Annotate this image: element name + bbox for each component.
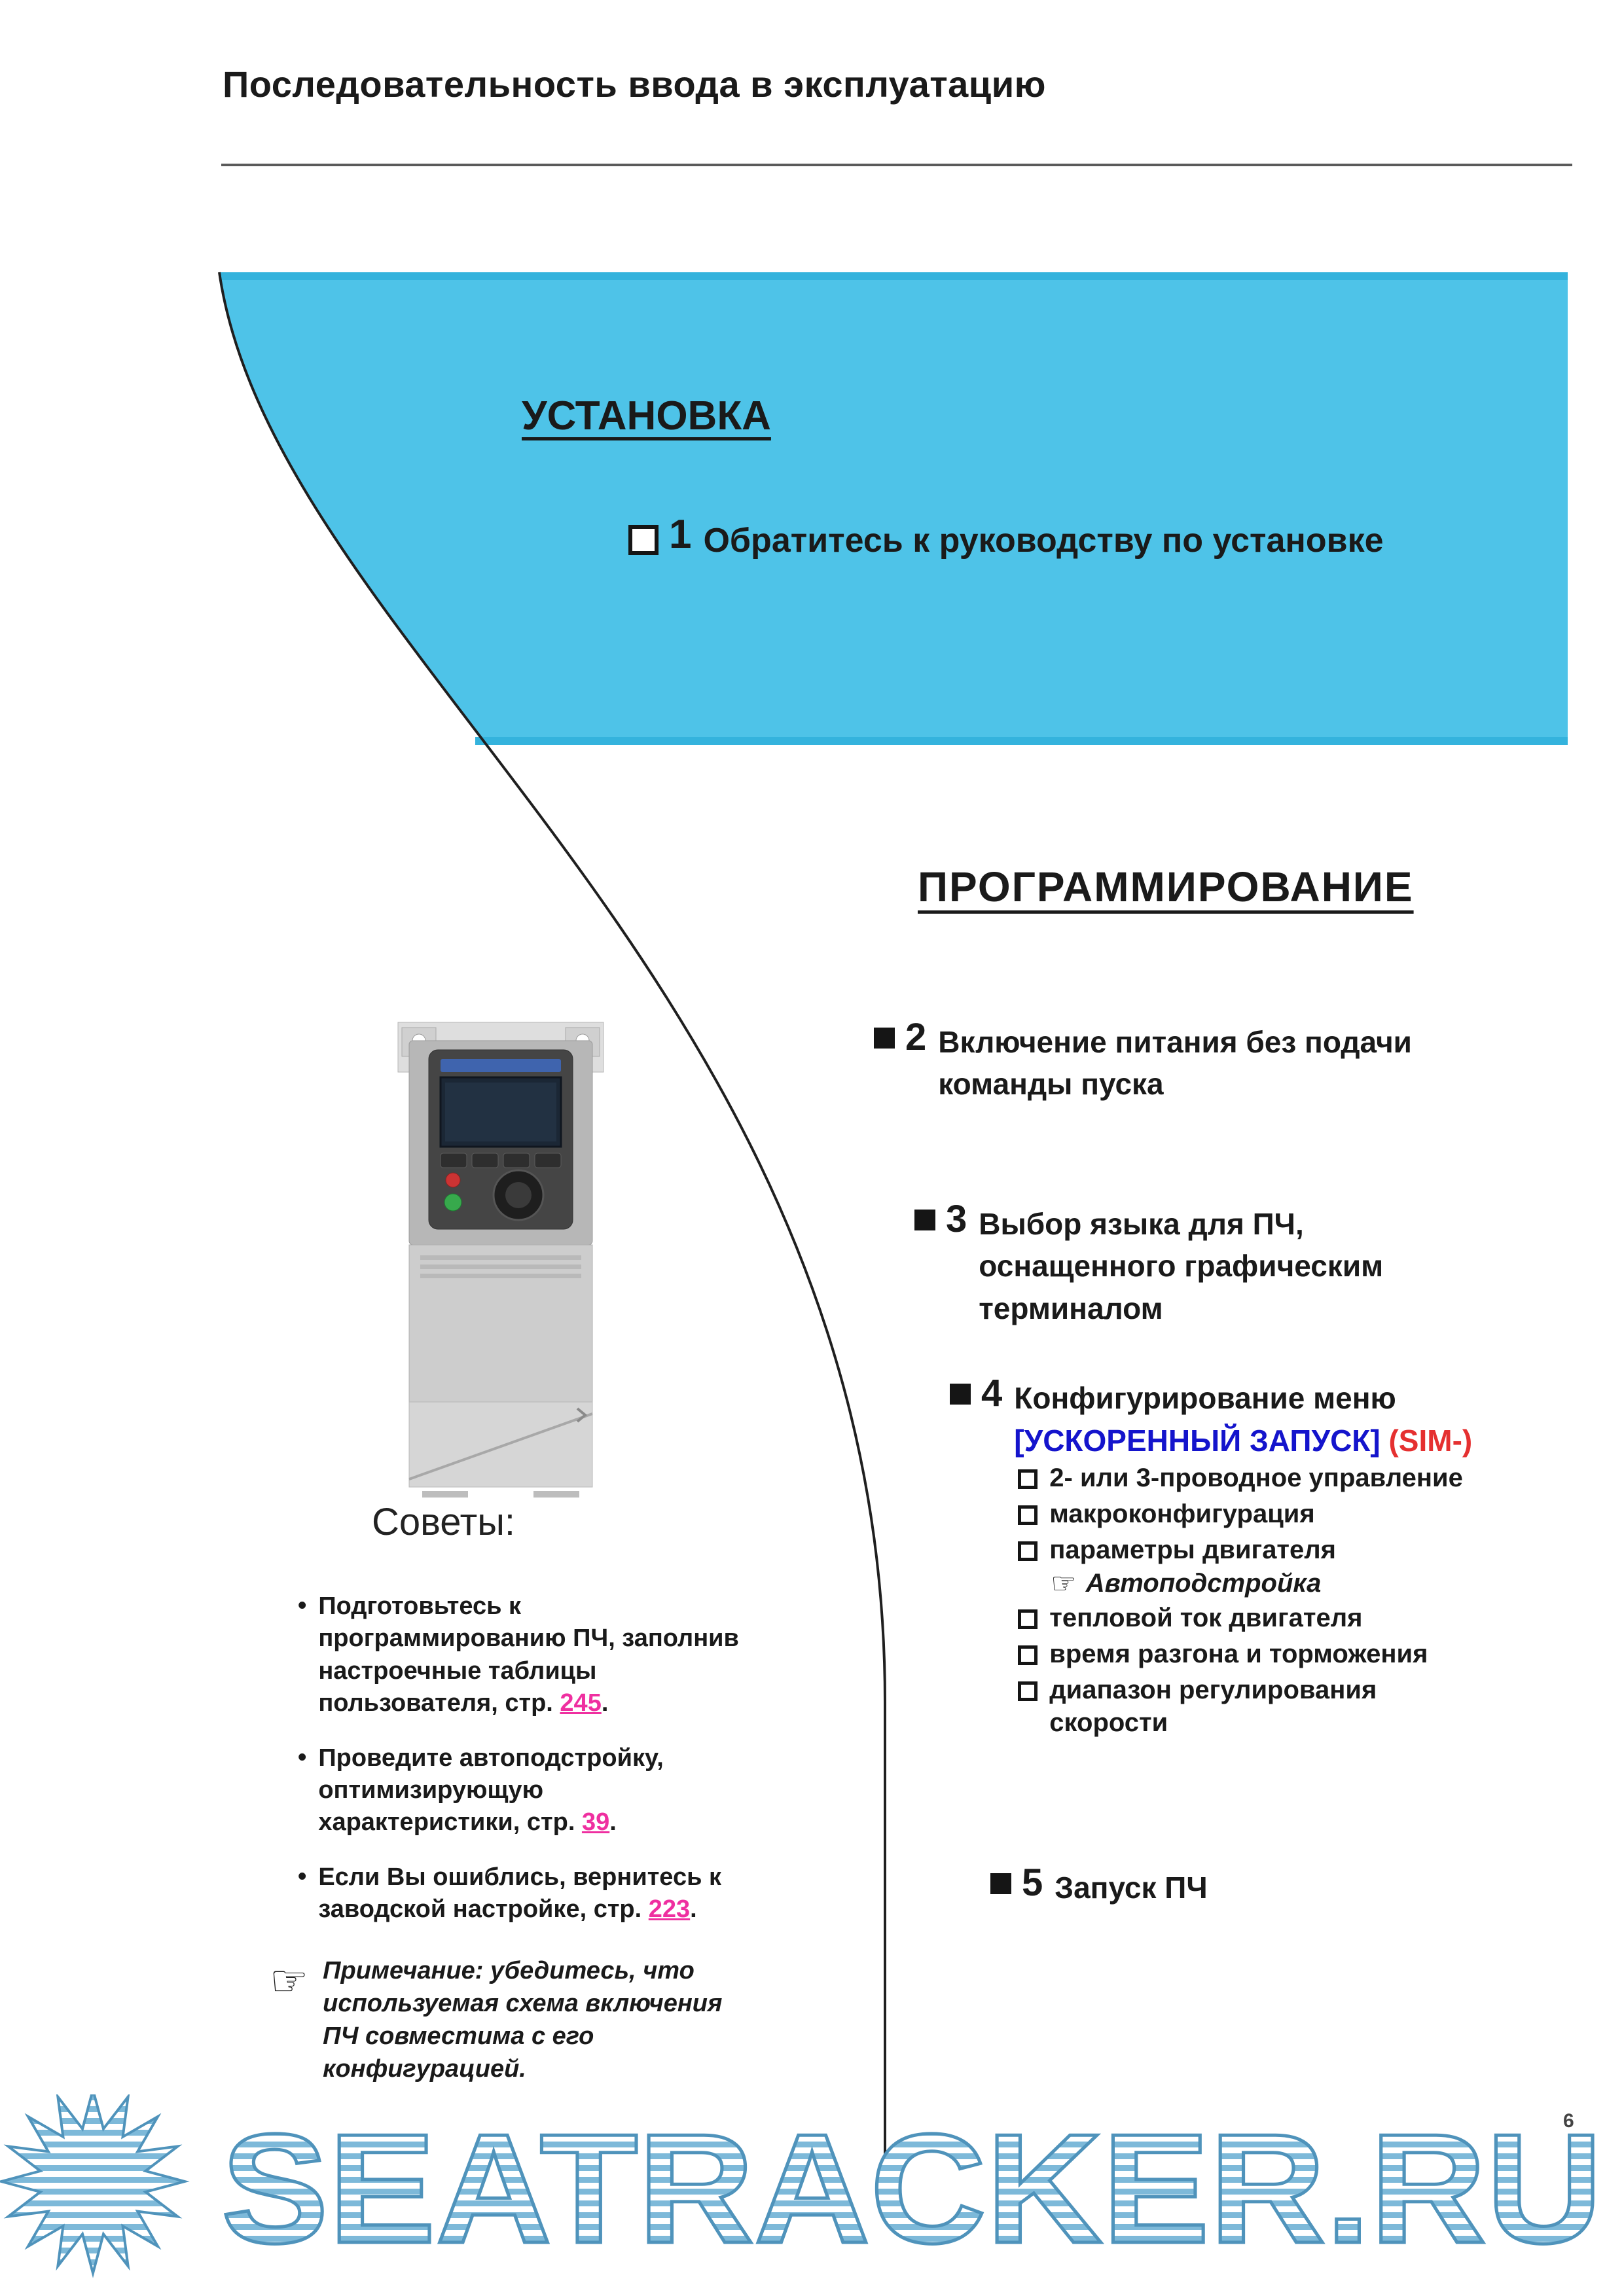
bullet-dot-icon [298,1592,306,1720]
list-item [1014,1462,1472,1494]
note [270,1954,735,2086]
list-item [298,1861,769,1926]
autotune-label: Автоподстройка [1085,1569,1322,1598]
list-item-label: тепловой ток двигателя [1049,1604,1363,1633]
step-text: Обратитесь к руководству по установке [703,522,1384,560]
checkbox-outline-icon [628,525,659,555]
list-item [1014,1498,1472,1530]
tip-text-segment: Проведите автоподстройку, оптимизирующую характеристики, стр. [318,1744,664,1837]
drive-image [393,1021,609,1509]
note-text: Примечание: убедитесь, что используемая схема включения ПЧ совместима с его конфигурацией. [323,1957,723,2083]
tip-text-segment: . [609,1808,617,1837]
programming-step-5 [990,1861,1208,1909]
sun-icon [1,2094,185,2273]
page-link[interactable]: 39 [581,1808,610,1837]
list-item [298,1742,769,1839]
list-item [1014,1602,1472,1634]
step-text: Конфигурирование меню [1014,1381,1396,1415]
tip-text-segment: . [601,1689,609,1717]
tip-text-segment: . [690,1895,697,1924]
list-item-label: время разгона и торможения [1049,1640,1428,1669]
checkbox-outline-icon [1018,1469,1038,1489]
square-bullet-icon [950,1384,971,1405]
header-rule [221,164,1572,166]
step-number: 3 [946,1198,967,1240]
tips-list [298,1590,769,1948]
step-text-line: Выбор языка для ПЧ, [979,1207,1304,1241]
autotune-note [1051,1566,1472,1600]
tip-text [318,1590,750,1720]
tip-text-segment: Если Вы ошиблись, вернитесь к заводской настройке, стр. [318,1863,722,1924]
banner-top-edge [219,272,1568,280]
list-item-label: параметры двигателя [1049,1535,1337,1565]
step-text-line: Включение питания без подачи [938,1025,1412,1059]
tips-heading: Советы: [372,1501,516,1543]
list-item-label: диапазон регулирования [1049,1676,1377,1705]
list-item-label: 2- или 3-проводное управление [1049,1463,1463,1493]
watermark-text: SEATRACKER.RU [221,2102,1602,2276]
checkbox-outline-icon [1018,1681,1038,1701]
programming-step-4 [950,1374,1472,1739]
step-text-line: оснащенного графическим [979,1249,1384,1283]
checkbox-outline-icon [1018,1541,1038,1561]
tip-text [318,1742,750,1839]
list-item [1014,1674,1472,1739]
menu-name: [УСКОРЕННЫЙ ЗАПУСК] [1014,1424,1380,1458]
programming-step-3 [914,1200,1383,1329]
square-bullet-icon [874,1028,895,1049]
list-item-label: макроконфигурация [1049,1499,1315,1529]
installation-heading: УСТАНОВКА [522,393,771,439]
page-number: 6 [1563,2110,1574,2132]
square-bullet-icon [914,1210,935,1230]
list-item [298,1590,769,1720]
bullet-dot-icon [298,1744,306,1839]
step-text-line: терминалом [979,1291,1163,1325]
watermark [0,2094,1624,2296]
bullet-dot-icon [298,1863,306,1926]
page-link[interactable]: 223 [648,1895,691,1924]
menu-code: (SIM-) [1388,1424,1473,1458]
tip-text [318,1861,750,1926]
step-text: Запуск ПЧ [1055,1871,1208,1905]
list-item [1014,1638,1472,1670]
checkbox-outline-icon [1018,1645,1038,1665]
step-number: 2 [905,1016,927,1058]
page-link[interactable]: 245 [560,1689,602,1717]
step-text-line: команды пуска [938,1067,1164,1102]
page-title: Последовательность ввода в эксплуатацию [223,63,1046,105]
install-step-1 [628,514,1384,562]
step-number: 1 [669,512,692,557]
programming-step-2 [874,1018,1412,1105]
banner-bottom-edge [475,737,1568,745]
pointing-hand-icon: ☞ [270,1956,309,2006]
square-bullet-icon [990,1873,1011,1894]
checkbox-outline-icon [1018,1609,1038,1629]
step-number: 5 [1022,1861,1043,1904]
list-item-label: скорости [1049,1708,1168,1738]
pointing-hand-icon: ☞ [1051,1566,1077,1600]
step-number: 4 [981,1372,1003,1414]
list-item [1014,1534,1472,1566]
checkbox-outline-icon [1018,1505,1038,1525]
programming-heading: ПРОГРАММИРОВАНИЕ [918,863,1414,910]
tip-text-segment: Подготовьтесь к программированию ПЧ, заполнив настроечные таблицы пользователя, стр. [318,1592,739,1717]
